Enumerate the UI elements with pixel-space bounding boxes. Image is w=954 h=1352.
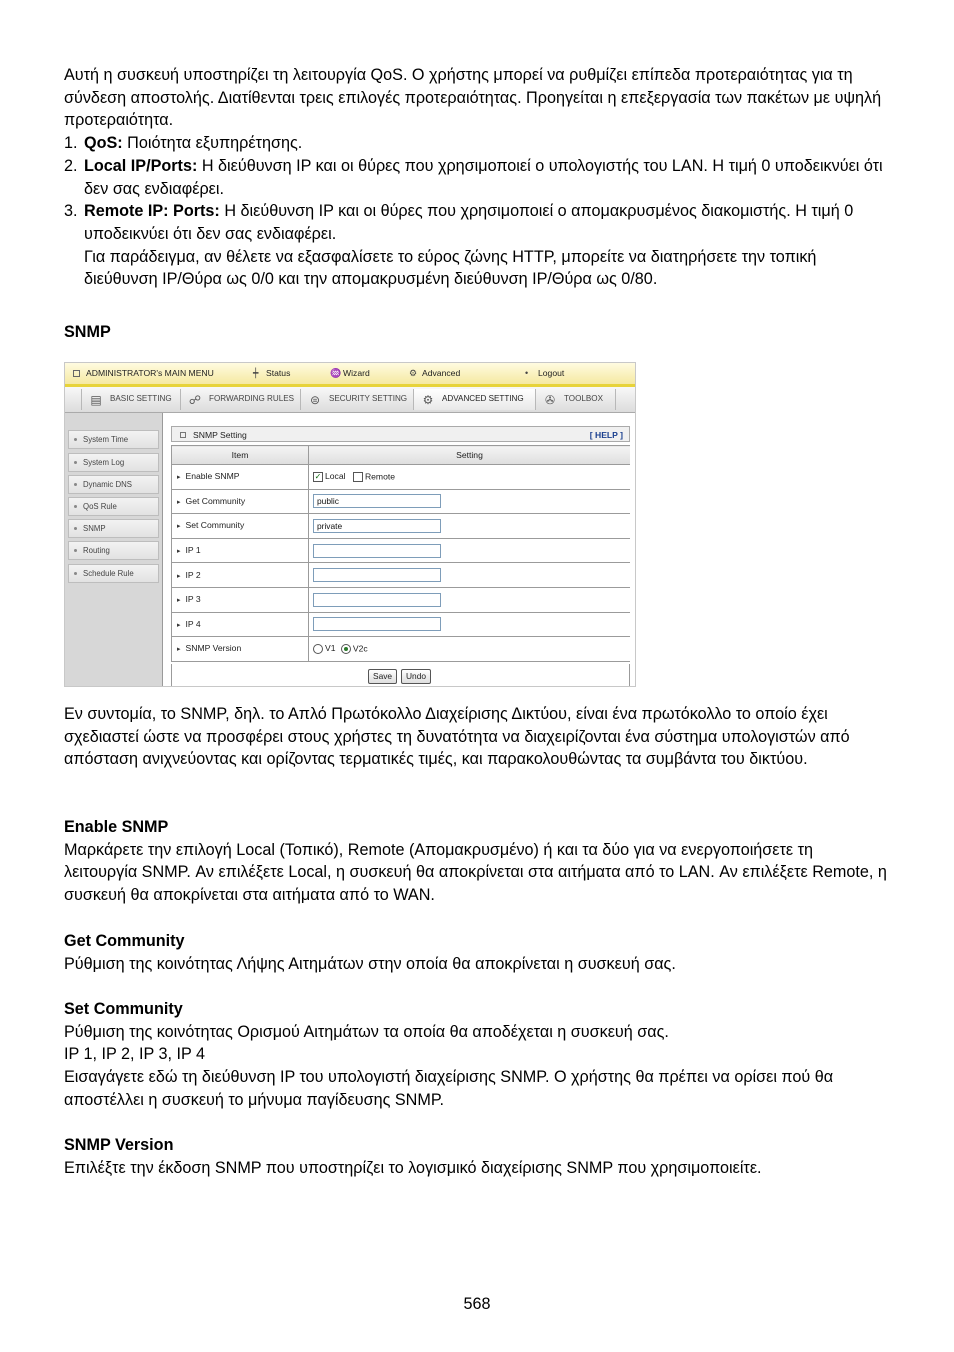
- wizard-icon: ♒: [330, 368, 342, 379]
- top-menu-bar: [65, 363, 636, 385]
- table-row: [172, 489, 631, 514]
- main-menu-link[interactable]: ADMINISTRATOR's MAIN MENU: [73, 369, 214, 378]
- sidebar-item-snmp[interactable]: SNMP: [68, 519, 159, 538]
- enable-snmp-label: Enable SNMP: [185, 471, 240, 482]
- panel-header: [171, 426, 630, 442]
- save-button[interactable]: Save: [368, 669, 397, 684]
- enable-snmp-text: Μαρκάρετε την επιλογή Local (Τοπικό), Remote (Απομακρυσμένο) ή και τα δύο για να ενεργοποιήσετε τη λειτουργία SNMP. Αν επιλέξετε Local, η συσκευή θα αποκρίνεται στα αιτήματα από το LAN. Αν επιλέξετε Remote, η συσκευή θα αποκρίνεται στα αιτήματα από το WAN.: [64, 840, 887, 905]
- status-link[interactable]: ┿ Status: [253, 368, 291, 379]
- router-screenshot: [64, 362, 636, 687]
- tab-advanced-setting[interactable]: ⚙ ADVANCED SETTING: [414, 389, 536, 410]
- basic-setting-icon: ▤: [90, 392, 102, 407]
- wizard-link[interactable]: ♒ Wizard: [330, 368, 370, 379]
- advanced-icon: ⚙: [409, 368, 418, 379]
- ip2-input[interactable]: [313, 568, 441, 582]
- security-icon: ⊜: [309, 392, 321, 407]
- arrow-icon: ▸: [177, 474, 181, 482]
- bullet-icon: [74, 549, 77, 552]
- v2c-radio[interactable]: [341, 644, 351, 654]
- tab-security-setting[interactable]: ⊜ SECURITY SETTING: [301, 389, 414, 410]
- get-community-section: [64, 930, 890, 975]
- list-number: 3.: [64, 202, 78, 221]
- forwarding-icon: ☍: [188, 392, 202, 407]
- bullet-icon: [74, 572, 77, 575]
- set-community-input[interactable]: private: [313, 519, 441, 533]
- sidebar-divider: [162, 413, 163, 687]
- logout-icon: •: [525, 368, 529, 379]
- advanced-link[interactable]: ⚙ Advanced: [409, 368, 461, 379]
- tab-bar: [65, 387, 636, 413]
- intro-section: [64, 64, 890, 291]
- v1-label: V1: [325, 643, 336, 654]
- advanced-setting-icon: ⚙: [422, 392, 434, 407]
- sidebar-item-system-log[interactable]: System Log: [68, 453, 159, 472]
- remote-label: Remote: [364, 471, 396, 482]
- square-icon: [73, 370, 80, 377]
- list-term: Remote IP: Ports:: [84, 202, 220, 221]
- toolbox-icon: ✇: [544, 392, 556, 407]
- column-header-item: Item: [172, 446, 309, 465]
- get-community-input[interactable]: public: [313, 494, 441, 508]
- set-community-text: Ρύθμιση της κοινότητας Ορισμού Αιτημάτων τα οποία θα αποδέχεται η συσκευή σας.: [64, 1022, 669, 1041]
- bullet-icon: [74, 505, 77, 508]
- panel-title: SNMP Setting: [193, 430, 247, 440]
- get-community-text: Ρύθμιση της κοινότητας Λήψης Αιτημάτων στην οποία θα αποκρίνεται η συσκευή σας.: [64, 954, 676, 973]
- enable-snmp-section: [64, 816, 890, 907]
- local-checkbox[interactable]: ✓: [314, 471, 322, 481]
- table-row: [172, 612, 631, 637]
- v1-radio[interactable]: [313, 644, 323, 654]
- arrow-icon: ▸: [177, 548, 181, 556]
- priority-list: [64, 132, 890, 291]
- list-number: 1.: [64, 134, 78, 153]
- table-row: [172, 538, 631, 563]
- enable-snmp-heading: Enable SNMP: [64, 818, 169, 836]
- local-label: Local: [325, 471, 346, 482]
- snmp-version-text: Επιλέξτε την έκδοση SNMP που υποστηρίζει το λογισμικό διαχείρισης SNMP που χρησιμοποιείτε.: [64, 1158, 762, 1177]
- bullet-icon: [74, 461, 77, 464]
- snmp-setting-panel: [171, 426, 630, 687]
- ip4-input[interactable]: [313, 617, 441, 631]
- panel-margin: [630, 413, 636, 687]
- ip-heading: IP 1, IP 2, IP 3, IP 4: [64, 1045, 205, 1064]
- table-row: [172, 563, 631, 588]
- arrow-icon: ▸: [177, 597, 181, 605]
- snmp-version-section: [64, 1134, 890, 1179]
- set-community-section: [64, 998, 890, 1112]
- bullet-icon: [74, 483, 77, 486]
- ip1-input[interactable]: [313, 544, 441, 558]
- sidebar-item-qos-rule[interactable]: QoS Rule: [68, 497, 159, 516]
- list-item: [64, 200, 890, 291]
- table-row: [172, 465, 631, 490]
- list-text: Ποιότητα εξυπηρέτησης.: [122, 134, 303, 153]
- arrow-icon: ▸: [177, 498, 181, 506]
- logout-link[interactable]: • Logout: [525, 368, 565, 379]
- ip1-label: IP 1: [185, 545, 201, 556]
- snmp-version-heading: SNMP Version: [64, 1136, 174, 1154]
- arrow-icon: ▸: [177, 621, 181, 629]
- column-header-setting: Setting: [309, 446, 631, 465]
- list-number: 2.: [64, 156, 78, 175]
- list-item: [64, 132, 890, 155]
- page-number: 568: [463, 1295, 491, 1313]
- set-community-label: Set Community: [185, 520, 245, 531]
- sidebar-item-dynamic-dns[interactable]: Dynamic DNS: [68, 475, 159, 494]
- left-sidebar: [65, 413, 162, 687]
- sidebar-item-routing[interactable]: Routing: [68, 541, 159, 560]
- snmp-heading: SNMP: [64, 323, 111, 341]
- list-text: Η διεύθυνση IP και οι θύρες που χρησιμοποιεί ο απομακρυσμένος διακομιστής. Η τιμή 0 υποδεικνύει ότι δεν σας ενδιαφέρει.: [84, 202, 854, 243]
- bullet-icon: [74, 527, 77, 530]
- button-row: [171, 664, 630, 687]
- list-text: Η διεύθυνση IP και οι θύρες που χρησιμοποιεί ο υπολογιστής του LAN. Η τιμή 0 υποδεικνύει ότι δεν σας ενδιαφέρει.: [84, 156, 883, 198]
- snmp-table: [171, 445, 631, 662]
- tab-basic-setting[interactable]: ▤ BASIC SETTING: [81, 389, 181, 410]
- arrow-icon: ▸: [177, 523, 181, 531]
- sidebar-item-system-time[interactable]: System Time: [68, 430, 159, 449]
- help-link[interactable]: [ HELP ]: [589, 430, 623, 440]
- intro-paragraph: Αυτή η συσκευή υποστηρίζει τη λειτουργία QoS. Ο χρήστης μπορεί να ρυθμίζει επίπεδα προτεραιότητας για τη σύνδεση αποστολής. Διατίθενται τρεις επιλογές προτεραιότητας. Προηγείται η επεξεργασία των πακέτων με υψηλή προτεραιότητα.: [64, 66, 882, 130]
- set-community-heading: Set Community: [64, 1000, 183, 1018]
- ip4-label: IP 4: [185, 618, 201, 629]
- get-community-label: Get Community: [185, 495, 246, 506]
- bullet-icon: [74, 438, 77, 441]
- ip3-label: IP 3: [185, 594, 201, 605]
- snmp-version-label: SNMP Version: [185, 643, 242, 654]
- ip2-label: IP 2: [185, 569, 201, 580]
- snmp-intro-paragraph: Εν συντομία, το SNMP, δηλ. το Απλό Πρωτόκολλο Διαχείρισης Δικτύου, είναι ένα πρωτόκολλο το οποίο έχει σχεδιαστεί ώστε να προσφέρει στους χρήστες τη δυνατότητα να διαχειρίζονται ένα σύστημα υπολογιστών από απόσταση ανιχνεύοντας και ορίζοντας τερματικές τιμές, και παρακολουθώντας τα συμβάντα του δικτύου.: [64, 705, 850, 769]
- v2c-label: V2c: [352, 643, 368, 654]
- get-community-heading: Get Community: [64, 932, 185, 950]
- arrow-icon: ▸: [177, 646, 181, 654]
- list-term: QoS:: [84, 134, 123, 153]
- tab-forwarding-rules[interactable]: ☍ FORWARDING RULES: [181, 389, 301, 410]
- tab-toolbox[interactable]: ✇ TOOLBOX: [536, 389, 616, 410]
- ip-text: Εισαγάγετε εδώ τη διεύθυνση IP του υπολογιστή διαχείρισης SNMP. Ο χρήστης θα πρέπει να ορίσει πού θα αποστέλλει η συσκευή το μήνυμα παγίδευσης SNMP.: [64, 1068, 834, 1109]
- remote-checkbox[interactable]: [353, 472, 363, 482]
- ip3-input[interactable]: [313, 593, 441, 607]
- list-item: [64, 155, 890, 200]
- sidebar-item-schedule-rule[interactable]: Schedule Rule: [68, 564, 159, 583]
- example-text: Για παράδειγμα, αν θέλετε να εξασφαλίσετε το εύρος ζώνης HTTP, μπορείτε να διατηρήσετε την τοπική διεύθυνση IP/Θύρα ως 0/0 και την απομακρυσμένη διεύθυνση IP/Θύρα ως 0/80.: [84, 247, 817, 289]
- square-icon: [180, 432, 186, 438]
- list-term: Local IP/Ports:: [84, 156, 198, 175]
- undo-button[interactable]: Undo: [401, 669, 431, 684]
- arrow-icon: ▸: [177, 572, 181, 580]
- table-row: [172, 637, 631, 662]
- table-row: [172, 587, 631, 612]
- table-row: [172, 514, 631, 539]
- status-icon: ┿: [253, 368, 259, 379]
